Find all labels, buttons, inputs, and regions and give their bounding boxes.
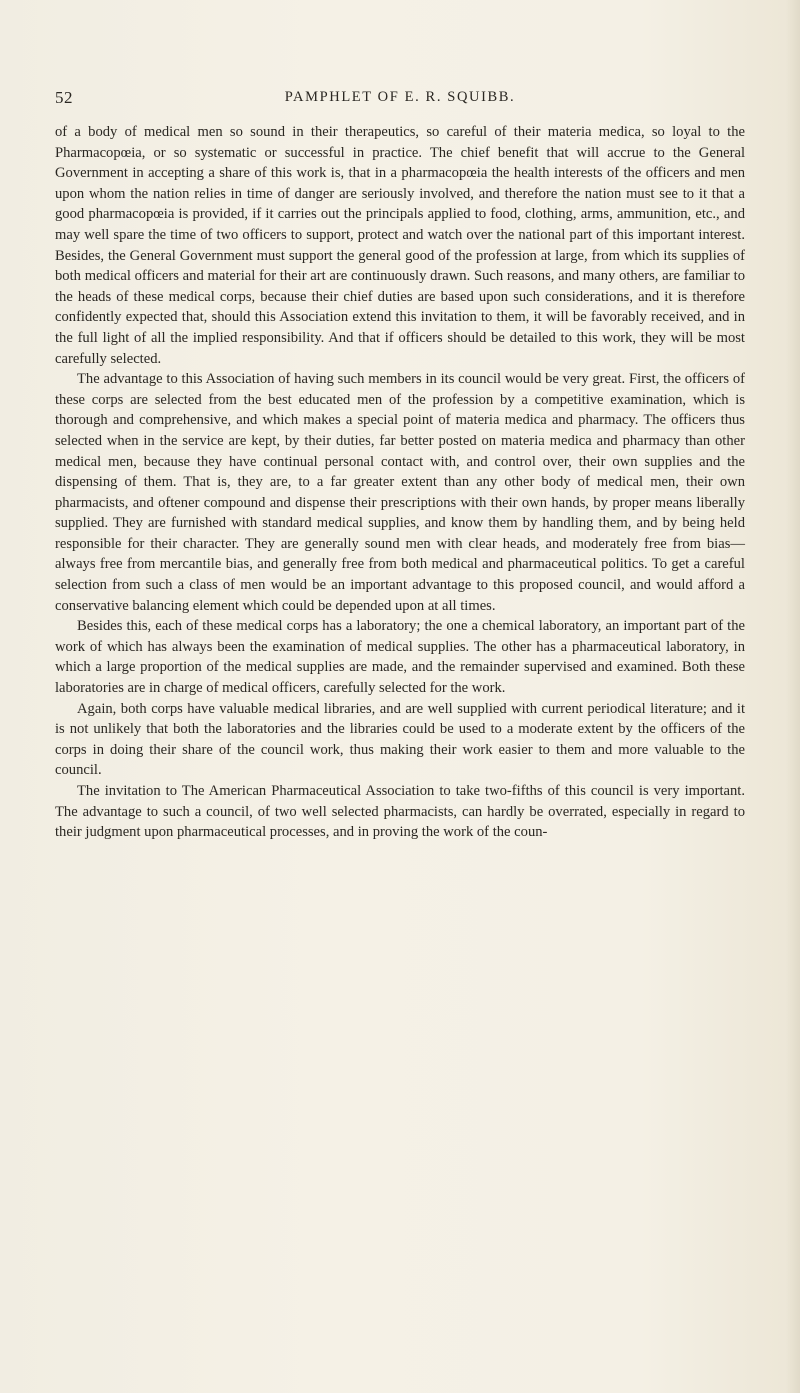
paragraph-continued: of a body of medical men so sound in their therapeutics, so careful of their materia medica, so loyal to the Pharmacopœia, or so systematic or successful in practice. The chief benefit that will accrue to the General Government in accepting a share of this work is, that in a pharmacopœia the health interests of the officers and men upon whom the nation relies in time of danger are seriously involved, and therefore the nation must see to it that a good pharmacopœia is provided, if it carries out the principals applied to food, clothing, arms, ammunition, etc., and may well spare the time of two officers to support, protect and watch over the national part of this important interest. Besides, the General Government must support the general good of the profession at large, from which its supplies of both medical officers and material for their art are continuously drawn. Such reasons, and many others, are familiar to the heads of these medical corps, because their chief duties are based upon such considerations, and it is therefore confidently expected that, should this Association extend this invitation to them, it will be favorably received, and in the full light of all the implied responsibility. And that if officers should be detailed to this work, they will be most carefully selected. bbox=[55, 124, 745, 367]
paragraph-advantage: The advantage to this Association of having such members in its council would be very great. First, the officers of these corps are selected from the best educated men of the profession by a competitive examination, which is thorough and comprehensive, and which makes a special point of materia medica and pharmacy. The officers thus selected when in the service are kept, by their duties, far better posted on materia medica and pharmacy than other medical men, because they have continual personal contact with, and control over, their own supplies and the dispensing of them. That is, they are, to a far greater extent than any other body of medical men, their own pharmacists, and oftener compound and dispense their prescriptions with their own hands, by proper means liberally supplied. They are furnished with standard medical supplies, and know them by handling them, and by being held responsible for their character. They are generally sound men with clear heads, and moderately free from bias—always free from mercantile bias, and generally free from both medical and pharmaceutical politics. To get a careful selection from such a class of men would be an important advantage to this proposed council, and would afford a conservative balancing element which could be depended upon at all times. bbox=[55, 371, 745, 614]
page-header bbox=[55, 88, 745, 112]
running-head: PAMPHLET OF E. R. SQUIBB. bbox=[284, 89, 516, 105]
paragraph-libraries: Again, both corps have valuable medical libraries, and are well supplied with current periodical literature; and it is not unlikely that both the laboratories and the libraries could be used to a moderate extent by the officers of the corps in doing their share of the council work, thus making their work easier to them and more valuable to the council. bbox=[55, 700, 745, 779]
page-number: 52 bbox=[55, 88, 73, 107]
body-text bbox=[55, 122, 745, 843]
paragraph-invitation: The invitation to The American Pharmaceutical Association to take two-fifths of this council is very important. The advantage to such a council, of two well selected pharmacists, can hardly be overrated, especially in regard to their judgment upon pharmaceutical processes, and in proving the work of the coun- bbox=[55, 783, 745, 841]
paragraph-laboratories: Besides this, each of these medical corps has a laboratory; the one a chemical laboratory, an important part of the work of which has always been the examination of medical supplies. The other has a pharmaceutical laboratory, in which a large proportion of the medical supplies are made, and the remainder supervised and examined. Both these laboratories are in charge of medical officers, carefully selected for the work. bbox=[55, 618, 745, 697]
page-edge-shadow bbox=[786, 0, 800, 1393]
